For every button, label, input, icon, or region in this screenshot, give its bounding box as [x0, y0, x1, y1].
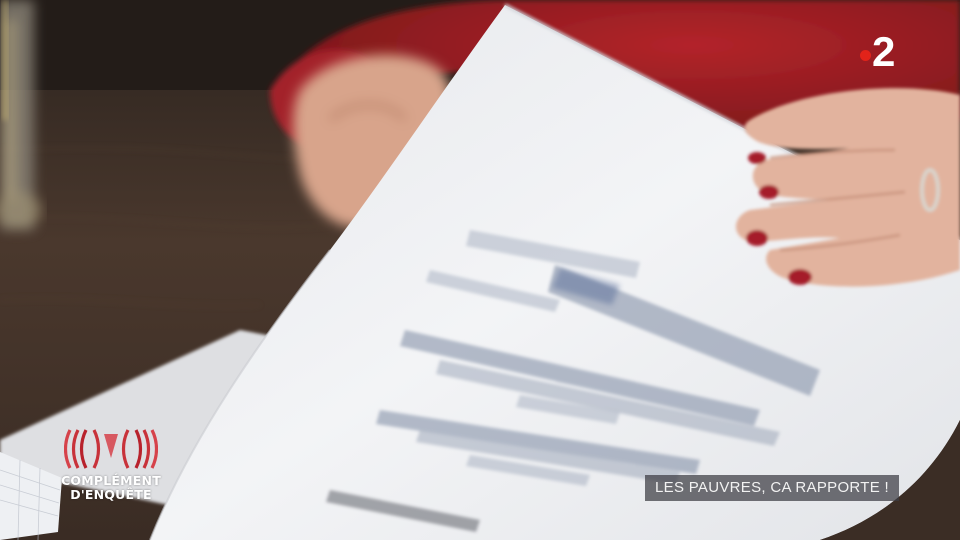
channel-logo — [858, 30, 908, 74]
hand-icon — [736, 88, 960, 286]
channel-logo-dot — [860, 50, 871, 61]
show-logo-icon — [64, 428, 158, 470]
show-logo-line2: D'ENQUÊTE — [70, 487, 152, 502]
show-logo — [48, 428, 174, 504]
channel-logo-number: 2 — [872, 28, 895, 75]
show-logo-line1: COMPLÉMENT — [61, 473, 161, 488]
caption-banner: LES PAUVRES, CA RAPPORTE ! — [645, 475, 899, 501]
